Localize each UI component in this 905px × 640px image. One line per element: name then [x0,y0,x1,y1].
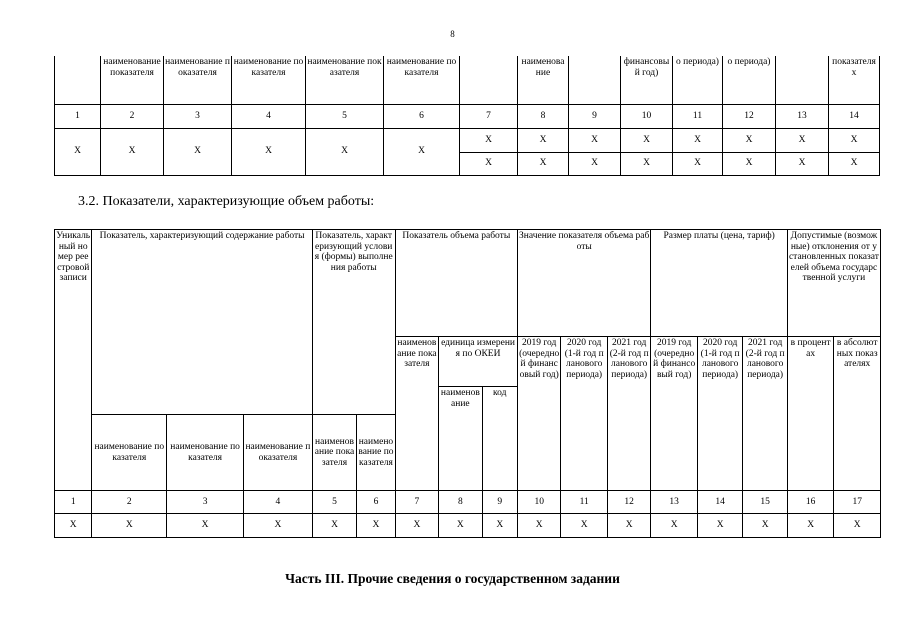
fee-2020-header: 2020 год (1-й год планового периода) [697,337,742,491]
table-cell: Х [673,152,723,175]
conditions-name-header: наименование показателя [312,415,356,491]
table-cell: Х [673,128,723,152]
table-cell: Х [829,128,880,152]
table-cell: наименование показателя [164,56,232,104]
table-cell: 3 [167,491,244,514]
table-cell: 6 [384,104,460,128]
table-cell [460,56,518,104]
table-cell: Х [743,514,787,538]
part-heading: Часть III. Прочие сведения о государственном задании [285,571,620,586]
table-cell: Х [723,152,776,175]
value-2020-header: 2020 год (1-й год планового периода) [561,337,608,491]
top-table-header-row [55,56,880,104]
table-cell: о периода) [673,56,723,104]
content-name-header: наименование показателя [244,415,313,491]
table-cell: финансовый год) [621,56,673,104]
table-cell: 13 [651,491,698,514]
table-cell: 2 [101,104,164,128]
volume-table [54,229,881,538]
table-cell: Х [834,514,881,538]
deviation-absolute-header: в абсолютных показателях [834,337,881,491]
table-cell: наименование показателя [306,56,384,104]
table-cell: Х [697,514,742,538]
table-cell: Х [482,514,517,538]
table-cell: Х [439,514,482,538]
table-cell: Х [518,152,569,175]
deviation-percent-header: в процентах [787,337,834,491]
table-cell: 10 [621,104,673,128]
table-cell: Х [244,514,313,538]
table-cell: 12 [723,104,776,128]
table-cell: Х [621,128,673,152]
table-cell: Х [384,128,460,175]
table-cell: 6 [357,491,395,514]
table-cell: Х [776,128,829,152]
table-cell: Х [569,152,621,175]
value-2019-header: 2019 год (очередной финансовый год) [517,337,560,491]
top-table [54,56,880,176]
table-cell: Х [787,514,834,538]
table-cell: Х [92,514,167,538]
table-cell: Х [306,128,384,175]
header-row-1 [55,230,881,337]
table-cell: Х [518,128,569,152]
table-cell: Х [167,514,244,538]
top-table-number-row [55,104,880,128]
table-cell: о периода) [723,56,776,104]
table-cell: 14 [697,491,742,514]
table-cell: 1 [55,104,101,128]
table-cell: Х [357,514,395,538]
table-cell: 9 [569,104,621,128]
table-cell: Х [569,128,621,152]
page-number: 8 [450,29,455,39]
content-name-header: наименование показателя [92,415,167,491]
table-cell [569,56,621,104]
table-cell: Х [55,128,101,175]
table-cell: Х [776,152,829,175]
table-cell: Х [460,152,518,175]
unique-number-header: Уникальный номер реестровой записи [55,230,92,491]
value-2021-header: 2021 год (2-й год планового периода) [607,337,650,491]
table-cell: 13 [776,104,829,128]
table-cell: 7 [395,491,438,514]
table-cell: Х [101,128,164,175]
table-cell: 1 [55,491,92,514]
table-cell: 10 [517,491,560,514]
table-cell: 3 [164,104,232,128]
table-cell: Х [723,128,776,152]
deviation-header: Допустимые (возможные) отклонения от установленных показателей объема государственной услуги [787,230,880,337]
table-cell: 16 [787,491,834,514]
table-cell: 4 [244,491,313,514]
table-cell: Х [607,514,650,538]
section-heading: 3.2. Показатели, характеризующие объем работы: [78,194,375,209]
table-cell: Х [651,514,698,538]
unit-header: единица измерения по ОКЕИ [439,337,518,387]
table-cell: Х [829,152,880,175]
top-table-row [55,128,880,152]
table-cell: 12 [607,491,650,514]
table-row [55,514,881,538]
table-cell: Х [312,514,356,538]
table-cell: 5 [312,491,356,514]
table-cell: показателях [829,56,880,104]
table-cell: 2 [92,491,167,514]
content-header: Показатель, характеризующий содержание работы [92,230,312,415]
unit-name-header: наименование [439,387,482,491]
table-cell: наименование показателя [232,56,306,104]
fee-2019-header: 2019 год (очередной финансовый год) [651,337,698,491]
unit-code-header: код [482,387,517,491]
content-name-header: наименование показателя [167,415,244,491]
table-cell: 8 [439,491,482,514]
table-cell: 11 [673,104,723,128]
table-cell: 5 [306,104,384,128]
table-cell: Х [561,514,608,538]
volume-header: Показатель объема работы [395,230,517,337]
table-cell: Х [395,514,438,538]
number-row [55,491,881,514]
volume-name-header: наименование показателя [395,337,438,491]
fee-2021-header: 2021 год (2-й год планового периода) [743,337,787,491]
table-cell: Х [517,514,560,538]
table-cell: 11 [561,491,608,514]
table-cell [55,56,101,104]
table-cell: наименование показателя [101,56,164,104]
conditions-name-header: наименование показателя [357,415,395,491]
table-cell: 17 [834,491,881,514]
table-cell: Х [232,128,306,175]
table-cell: 4 [232,104,306,128]
table-cell: Х [621,152,673,175]
table-cell: 15 [743,491,787,514]
table-cell: наименование показателя [384,56,460,104]
table-cell: 14 [829,104,880,128]
fee-header: Размер платы (цена, тариф) [651,230,787,337]
table-cell: наименование [518,56,569,104]
table-cell: 9 [482,491,517,514]
table-cell: Х [164,128,232,175]
table-cell: Х [460,128,518,152]
table-cell: 7 [460,104,518,128]
table-cell [776,56,829,104]
value-header: Значение показателя объема работы [517,230,650,337]
conditions-header: Показатель, характеризующий условия (формы) выполнения работы [312,230,395,415]
table-cell: 8 [518,104,569,128]
table-cell: Х [55,514,92,538]
